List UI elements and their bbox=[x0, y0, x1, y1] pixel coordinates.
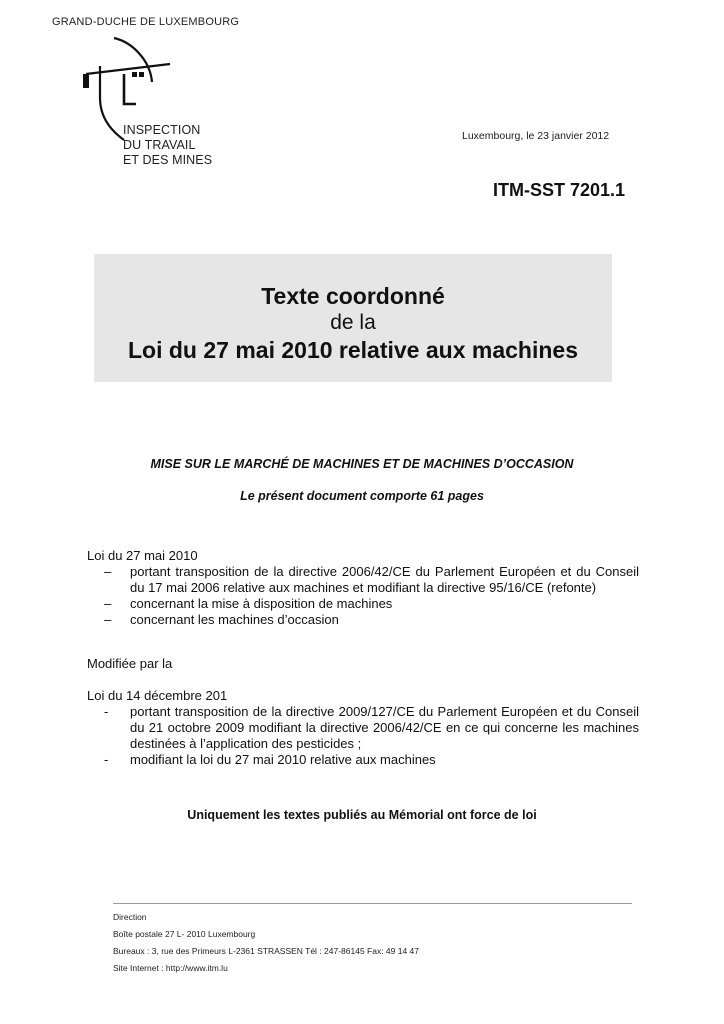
list-item-text: concernant les machines d’occasion bbox=[130, 612, 339, 627]
list-item bbox=[104, 564, 639, 596]
list-item-text: portant transposition de la directive 2006/42/CE du Parlement Européen et du Conseil du 17 mai 2006 relative aux machines et modifiant la directive 95/16/CE (refonte) bbox=[130, 564, 639, 595]
title-box bbox=[94, 254, 612, 382]
footer-divider bbox=[113, 903, 632, 904]
law1-list bbox=[104, 564, 639, 628]
list-item bbox=[104, 704, 639, 752]
place-date: Luxembourg, le 23 janvier 2012 bbox=[462, 130, 610, 142]
logo-wordmark bbox=[123, 123, 212, 168]
list-item-text: concernant la mise à disposition de machines bbox=[130, 596, 393, 611]
law2-heading: Loi du 14 décembre 201 bbox=[87, 688, 228, 703]
list-item-text: portant transposition de la directive 2009/127/CE du Parlement Européen et du Conseil du 21 octobre 2009 modifiant la directive 2006/42/CE en ce qui concerne les machines destinées à l’application des pesticides ; bbox=[130, 704, 639, 751]
law1-heading: Loi du 27 mai 2010 bbox=[87, 548, 198, 563]
section-subtitle: MISE SUR LE MARCHÉ DE MACHINES ET DE MACHINES D’OCCASION bbox=[150, 457, 574, 471]
footer-direction: Direction bbox=[113, 912, 147, 922]
list-item bbox=[104, 612, 639, 628]
list-dash: - bbox=[104, 752, 109, 767]
footer-postal: Boîte postale 27 L- 2010 Luxembourg bbox=[113, 929, 256, 939]
title-line-2: de la bbox=[330, 311, 376, 334]
list-item bbox=[104, 596, 639, 612]
title-line-1: Texte coordonné bbox=[261, 283, 445, 309]
page-count-note: Le présent document comporte 61 pages bbox=[240, 489, 484, 503]
list-item bbox=[104, 752, 639, 768]
list-item-text: modifiant la loi du 27 mai 2010 relative aux machines bbox=[130, 752, 436, 767]
list-dash: – bbox=[104, 564, 112, 579]
title-line-3: Loi du 27 mai 2010 relative aux machines bbox=[128, 337, 578, 363]
document-id: ITM-SST 7201.1 bbox=[493, 180, 626, 200]
list-dash: – bbox=[104, 596, 112, 611]
logo-line: INSPECTION bbox=[123, 123, 201, 137]
footer-offices: Bureaux : 3, rue des Primeurs L-2361 STRASSEN Tél : 247-86145 Fax: 49 14 47 bbox=[113, 946, 420, 956]
logo-line: DU TRAVAIL bbox=[123, 138, 196, 152]
legal-notice: Uniquement les textes publiés au Mémorial ont force de loi bbox=[187, 808, 537, 822]
footer-website: Site Internet : http://www.itm.lu bbox=[113, 963, 228, 973]
logo-line: ET DES MINES bbox=[123, 153, 213, 167]
country-label: GRAND-DUCHE DE LUXEMBOURG bbox=[52, 16, 240, 28]
modified-by-label: Modifiée par la bbox=[87, 656, 173, 671]
law2-list bbox=[104, 704, 639, 768]
list-dash: - bbox=[104, 704, 109, 719]
list-dash: – bbox=[104, 612, 112, 627]
